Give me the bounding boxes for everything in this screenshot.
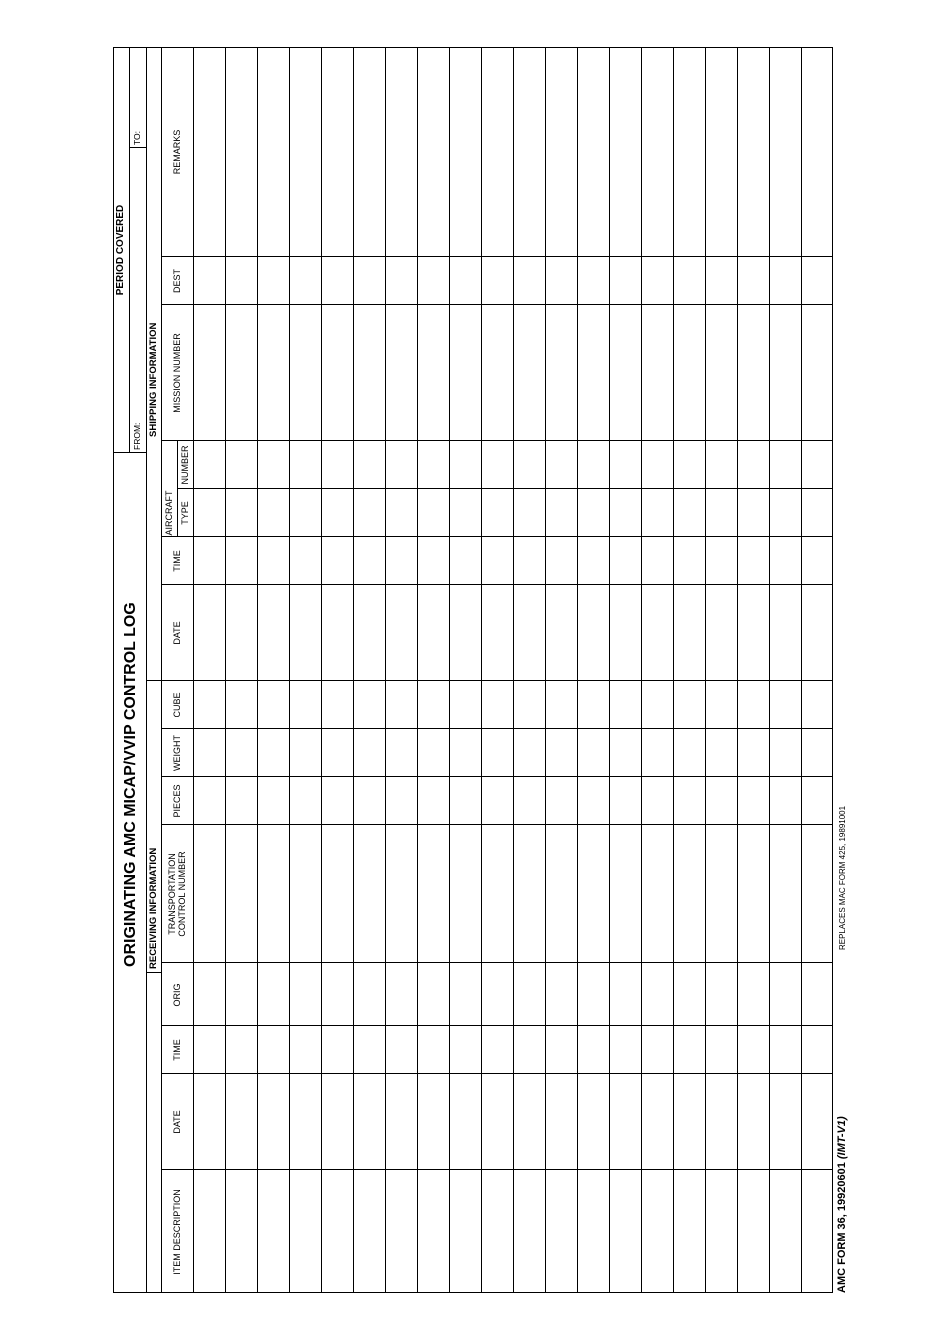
footer-form-id bbox=[837, 1116, 848, 1293]
form-border-left bbox=[113, 1292, 833, 1293]
col-divider-7 bbox=[161, 728, 833, 729]
period-from-to-divider bbox=[129, 147, 146, 148]
col-divider-5 bbox=[161, 824, 833, 825]
col-aircraft-number: NUMBER bbox=[180, 445, 190, 485]
row-line bbox=[545, 47, 546, 1293]
period-to-label: TO: bbox=[132, 130, 142, 145]
row-line bbox=[289, 47, 290, 1293]
col-aircraft-type: TYPE bbox=[180, 501, 190, 525]
footer-form-number: AMC FORM 36, 19920601 bbox=[836, 1159, 848, 1293]
section-header-divider bbox=[161, 47, 162, 1293]
row-line bbox=[673, 47, 674, 1293]
col-item-description: ITEM DESCRIPTION bbox=[172, 1189, 182, 1275]
form-title: ORIGINATING AMC MICAP/VVIP CONTROL LOG bbox=[122, 602, 139, 967]
col-divider-10 bbox=[161, 536, 833, 537]
period-from-value[interactable] bbox=[133, 161, 144, 421]
row-line bbox=[353, 47, 354, 1293]
col-cube: CUBE bbox=[172, 692, 182, 718]
col-divider-13 bbox=[161, 304, 833, 305]
col-pieces: PIECES bbox=[172, 784, 182, 818]
micap-control-log-form bbox=[113, 47, 848, 1293]
row-line bbox=[737, 47, 738, 1293]
col-divider-1 bbox=[161, 1169, 833, 1170]
aircraft-type-number-divider bbox=[177, 488, 193, 489]
col-divider-9 bbox=[161, 584, 833, 585]
row-line bbox=[481, 47, 482, 1293]
col-tcn-line1: TRANSPORTATION bbox=[167, 853, 177, 935]
col-tcn-line2: CONTROL NUMBER bbox=[177, 851, 187, 937]
col-divider-8 bbox=[146, 680, 833, 681]
form-border-bottom bbox=[832, 47, 833, 1293]
col-receiving-time: TIME bbox=[172, 1039, 182, 1061]
col-dest: DEST bbox=[172, 268, 182, 294]
row-line bbox=[225, 47, 226, 1293]
col-divider-3 bbox=[161, 1025, 833, 1026]
row-line bbox=[801, 47, 802, 1293]
title-row-divider bbox=[146, 47, 147, 1293]
row-line bbox=[449, 47, 450, 1293]
row-line bbox=[769, 47, 770, 1293]
col-mission-number: MISSION NUMBER bbox=[172, 333, 182, 413]
period-covered-label-divider bbox=[129, 47, 130, 453]
shipping-information-header: SHIPPING INFORMATION bbox=[148, 322, 159, 437]
aircraft-subheader-divider bbox=[177, 441, 178, 537]
col-divider-2 bbox=[161, 1073, 833, 1074]
aircraft-header: AIRCRAFT bbox=[164, 490, 174, 536]
receiving-section-left-edge bbox=[146, 972, 161, 973]
period-covered-label: PERIOD COVERED bbox=[115, 204, 126, 296]
row-line bbox=[321, 47, 322, 1293]
col-divider-4 bbox=[161, 962, 833, 963]
rotated-form-sheet bbox=[113, 47, 848, 1293]
col-divider-14 bbox=[161, 256, 833, 257]
col-shipping-time: TIME bbox=[172, 550, 182, 572]
col-orig: ORIG bbox=[172, 983, 182, 1007]
header-row-divider bbox=[193, 47, 194, 1293]
period-to-value[interactable] bbox=[133, 52, 144, 127]
period-from-label: FROM: bbox=[132, 422, 142, 450]
form-border-top bbox=[113, 47, 114, 1293]
col-weight: WEIGHT bbox=[172, 735, 182, 771]
col-shipping-date: DATE bbox=[172, 621, 182, 645]
col-receiving-date: DATE bbox=[172, 1110, 182, 1134]
row-line bbox=[577, 47, 578, 1293]
row-line bbox=[705, 47, 706, 1293]
row-line bbox=[641, 47, 642, 1293]
footer-form-imt: (IMT-V1) bbox=[836, 1116, 848, 1160]
row-line bbox=[385, 47, 386, 1293]
col-remarks: REMARKS bbox=[172, 129, 182, 175]
receiving-information-header: RECEIVING INFORMATION bbox=[148, 847, 159, 969]
row-line bbox=[257, 47, 258, 1293]
row-line bbox=[417, 47, 418, 1293]
row-line bbox=[609, 47, 610, 1293]
form-border-right bbox=[113, 47, 833, 48]
row-line bbox=[513, 47, 514, 1293]
col-divider-12 bbox=[161, 440, 833, 441]
col-divider-6 bbox=[161, 776, 833, 777]
footer-replaces-note: REPLACES MAC FORM 425, 19891001 bbox=[838, 805, 847, 950]
